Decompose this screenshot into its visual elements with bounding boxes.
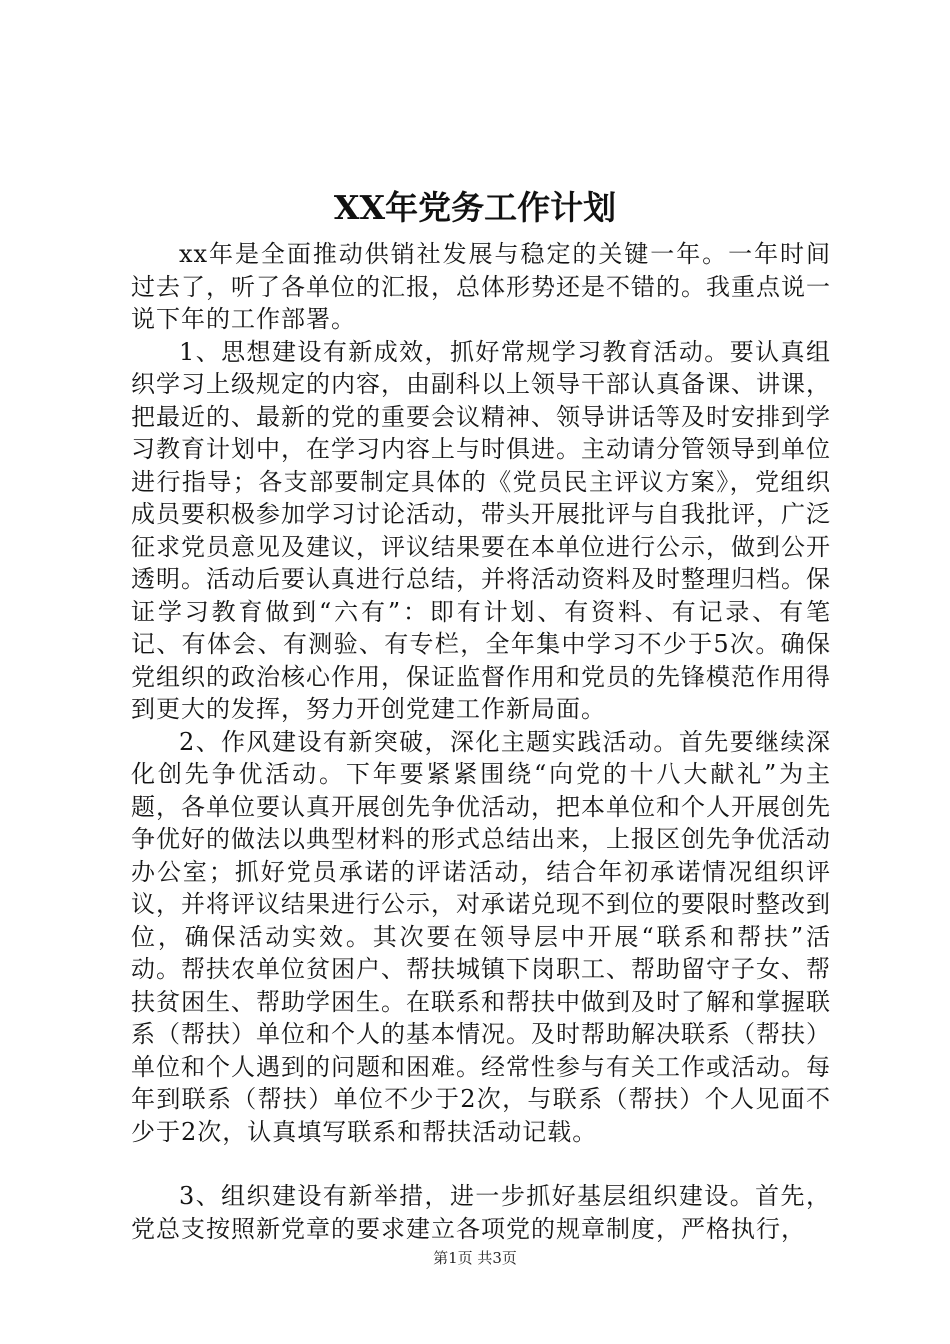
paragraph-work-style: 2、作风建设有新突破，深化主题实践活动。首先要继续深化创先争优活动。下年要紧紧围绕“向党的十八大献礼”为主题，各单位要认真开展创先争优活动，把本单位和个人开展创先争优好的做法以典型材料的形式总结出来，上报区创先争优活动办公室；抓好党员承诺的评诺活动，结合年初承诺情况组织评议，并将评议结果进行公示，对承诺兑现不到位的要限时整改到位，确保活动实效。其次要在领导层中开展“联系和帮扶”活动。帮扶农单位贫困户、帮扶城镇下岗职工、帮助留守子女、帮扶贫困生、帮助学困生。在联系和帮扶中做到及时了解和掌握联系（帮扶）单位和个人的基本情况。及时帮助解决联系（帮扶）单位和个人遇到的问题和困难。经常性参与有关工作或活动。每年到联系（帮扶）单位不少于2次，与联系（帮扶）个人见面不少于2次，认真填写联系和帮扶活动记载。	[131, 727, 831, 1146]
paragraph-spacer	[131, 1148, 831, 1180]
document-body	[131, 238, 831, 1245]
paragraph-organization: 3、组织建设有新举措，进一步抓好基层组织建设。首先，党总支按照新党章的要求建立各项党的规章制度，严格执行，	[131, 1182, 831, 1243]
paragraph-intro: xx年是全面推动供销社发展与稳定的关键一年。一年时间过去了，听了各单位的汇报，总体形势还是不错的。我重点说一说下年的工作部署。	[131, 240, 831, 333]
document-title: XX年党务工作计划	[333, 188, 617, 227]
page-number-footer: 第1页 共3页	[433, 1249, 517, 1267]
paragraph-ideology: 1、思想建设有新成效，抓好常规学习教育活动。要认真组织学习上级规定的内容，由副科以上领导干部认真备课、讲课，把最近的、最新的党的重要会议精神、领导讲话等及时安排到学习教育计划中，在学习内容上与时俱进。主动请分管领导到单位进行指导；各支部要制定具体的《党员民主评议方案》，党组织成员要积极参加学习讨论活动，带头开展批评与自我批评，广泛征求党员意见及建议，评议结果要在本单位进行公示，做到公开透明。活动后要认真进行总结，并将活动资料及时整理归档。保证学习教育做到“六有”：即有计划、有资料、有记录、有笔记、有体会、有测验、有专栏，全年集中学习不少于5次。确保党组织的政治核心作用，保证监督作用和党员的先锋模范作用得到更大的发挥，努力开创党建工作新局面。	[131, 337, 831, 723]
